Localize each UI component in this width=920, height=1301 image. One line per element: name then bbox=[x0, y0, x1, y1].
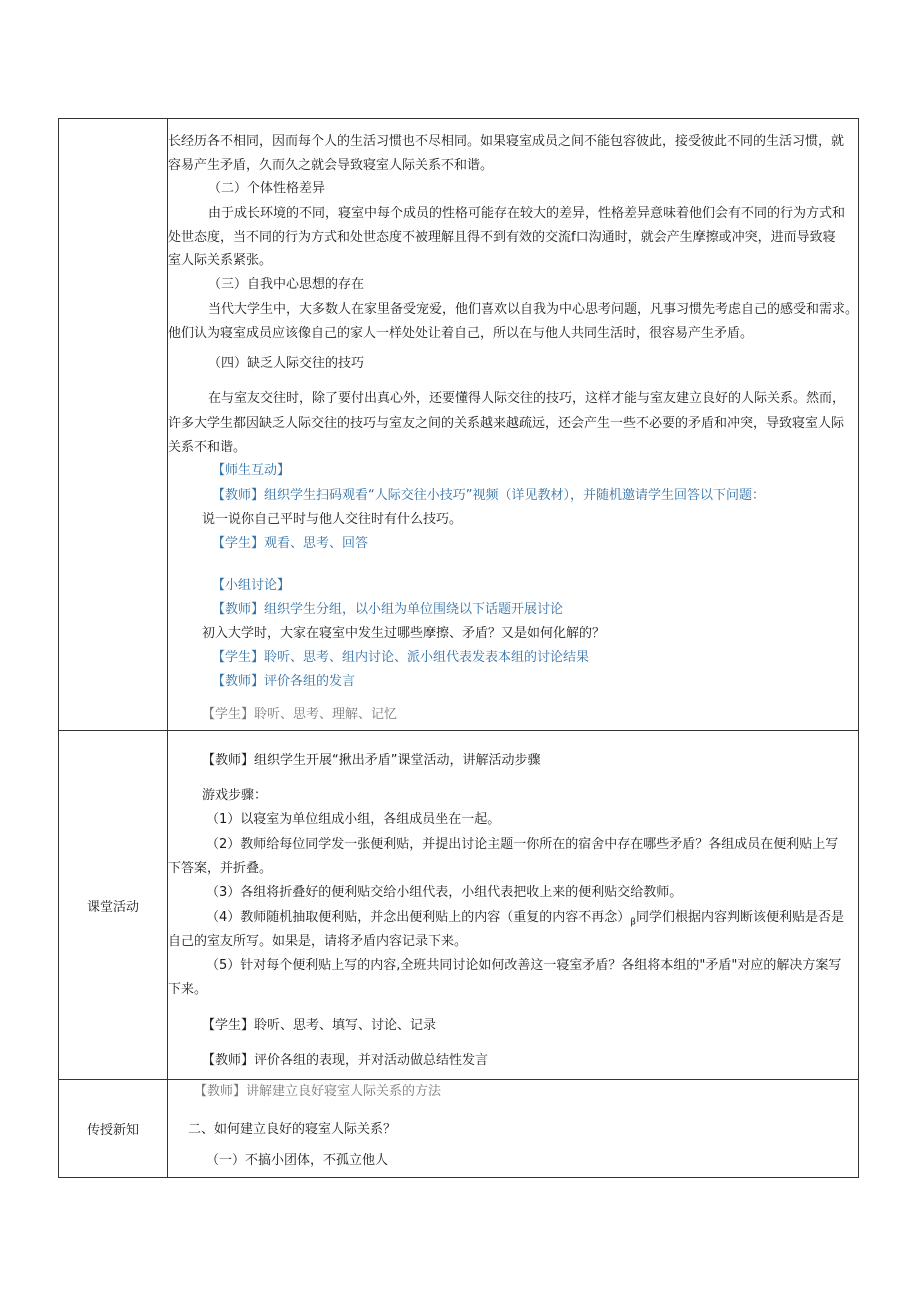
text-line: 初入大学时，大家在寝室中发生过哪些摩擦、矛盾？又是如何化解的？ bbox=[202, 626, 606, 641]
step-text: 同学们根据内容判断该便利贴是否是 bbox=[636, 910, 845, 925]
student-line: 【学生】聆听、思考、填写、讨论、记录 bbox=[202, 1018, 437, 1033]
row-label-new-knowledge: 传授新知 bbox=[59, 1080, 168, 1178]
subheading: （一）不搞小团体，不孤立他人 bbox=[206, 1153, 389, 1168]
student-line: 【学生】聆听、思考、组内讨论、派小组代表发表本组的讨论结果 bbox=[212, 650, 590, 665]
text-line: 游戏步骤： bbox=[202, 788, 268, 803]
text-line: 自己的室友所写。如果是，请将矛盾内容记录下来。 bbox=[168, 934, 468, 949]
table-row bbox=[59, 731, 859, 1080]
step-line: （1）以寝室为单位组成小组，各组成员坐在一起。 bbox=[206, 812, 501, 827]
lesson-plan-table bbox=[58, 118, 859, 1178]
step-line: （2）教师给每位同学发一张便利贴，并提出讨论主题一你所在的宿舍中存在哪些矛盾？各组成员在便利贴上写 bbox=[206, 837, 839, 852]
text-line: 容易产生矛盾，久而久之就会导致寝室人际关系不和谐。 bbox=[168, 158, 494, 173]
subheading: （三）自我中心思想的存在 bbox=[208, 277, 365, 292]
step-text: （4）教师随机抽取便利贴，并念出便利贴上的内容（重复的内容不再念） bbox=[206, 910, 631, 925]
teacher-line: 【教师】评价各组的表现，并对活动做总结性发言 bbox=[202, 1053, 489, 1068]
subheading: （二）个体性格差异 bbox=[208, 181, 326, 196]
table-row bbox=[59, 1080, 859, 1178]
table-row bbox=[59, 119, 859, 731]
teacher-line: 【教师】组织学生分组，以小组为单位围绕以下话题开展讨论 bbox=[212, 602, 564, 617]
teacher-line: 【教师】讲解建立良好寝室人际关系的方法 bbox=[194, 1084, 442, 1099]
text-line: 他们认为寝室成员应该像自己的家人一样处处让着自己，所以在与他人共同生活时，很容易产生矛盾。 bbox=[168, 326, 754, 341]
text-line: 由于成长环境的不同，寝室中每个成员的性格可能存在较大的差异，性格差异意味着他们会有不同的行为方式和 bbox=[208, 206, 846, 221]
step-line bbox=[206, 910, 844, 931]
teacher-line: 【教师】组织学生开展“揪出矛盾”课堂活动，讲解活动步骤 bbox=[202, 753, 541, 768]
student-line: 【学生】观看、思考、回答 bbox=[212, 536, 369, 551]
step-line: （3）各组将折叠好的便利贴交给小组代表，小组代表把收上来的便利贴交给教师。 bbox=[206, 885, 683, 900]
step-mark: β bbox=[630, 917, 637, 928]
step-line: （5）针对每个便利贴上写的内容,全班共同讨论如何改善这一寝室矛盾？各组将本组的"矛盾"对应的解决方案写 bbox=[206, 958, 842, 973]
text-line: 下答案，并折叠。 bbox=[168, 861, 273, 876]
discussion-heading: 【小组讨论】 bbox=[212, 578, 291, 593]
subheading: （四）缺乏人际交往的技巧 bbox=[208, 356, 365, 371]
section-heading: 二、如何建立良好的寝室人际关系？ bbox=[188, 1122, 397, 1137]
text-line: 在与室友交往时，除了要付出真心外，还要懂得人际交往的技巧，这样才能与室友建立良好的人际关系。然而， bbox=[208, 391, 846, 406]
text-line: 下来。 bbox=[168, 982, 208, 997]
teacher-line: 【教师】组织学生扫码观看“人际交往小技巧”视频（详见教材），并随机邀请学生回答以下问题： bbox=[212, 488, 765, 503]
row-content-new-knowledge bbox=[168, 1080, 859, 1178]
text-line: 处世态度，当不同的行为方式和处世态度不被理解且得不到有效的交流f口沟通时，就会产生摩擦或冲突，进而导致寝 bbox=[168, 230, 836, 245]
text-line: 说一说你自己平时与他人交往时有什么技巧。 bbox=[202, 512, 463, 527]
text-line: 许多大学生都因缺乏人际交往的技巧与室友之间的关系越来越疏远，还会产生一些不必要的矛盾和冲突，导致寝室人际 bbox=[168, 416, 845, 431]
row-label-empty bbox=[59, 119, 168, 731]
text-line: 关系不和谐。 bbox=[168, 440, 247, 455]
teacher-line: 【教师】评价各组的发言 bbox=[212, 674, 356, 689]
text-line: 室人际关系紧张。 bbox=[168, 253, 273, 268]
text-line: 当代大学生中，大多数人在家里备受宠爱，他们喜欢以自我为中心思考问题，凡事习惯先考虑自己的感受和需求。 bbox=[208, 302, 859, 317]
interaction-heading: 【师生互动】 bbox=[212, 463, 291, 478]
row-content-activity bbox=[168, 731, 859, 1080]
row-label-activity: 课堂活动 bbox=[59, 731, 168, 1080]
student-line: 【学生】聆听、思考、理解、记忆 bbox=[202, 707, 398, 722]
text-line: 长经历各不相同，因而每个人的生活习惯也不尽相同。如果寝室成员之间不能包容彼此，接受彼此不同的生活习惯，就 bbox=[168, 134, 845, 149]
row-content-discussion bbox=[168, 119, 859, 731]
